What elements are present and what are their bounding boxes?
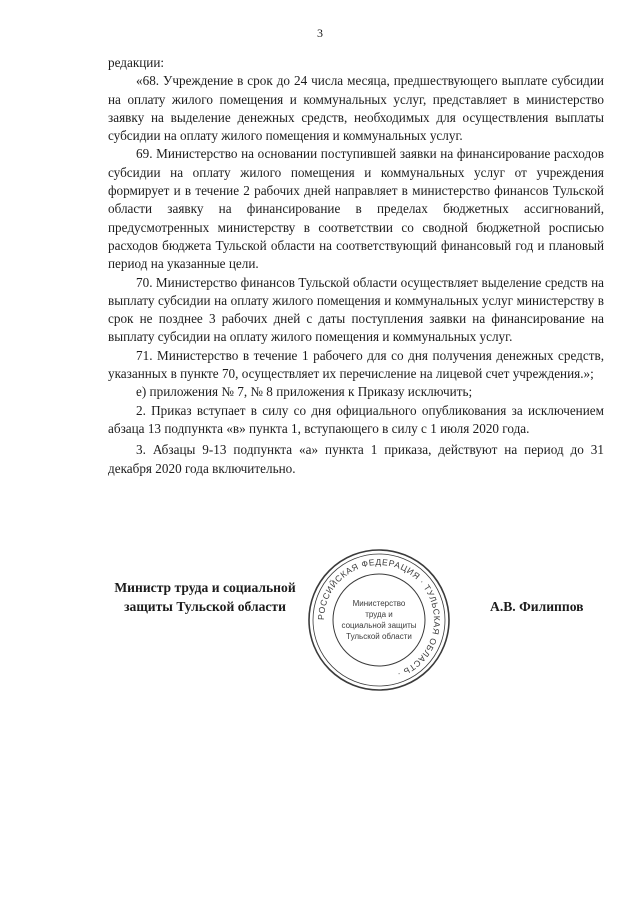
paragraph-69: 69. Министерство на основании поступившей заявки на финансирование расходов субсидии на оплату жилого помещения и коммунальных услуг от учреждения формирует и в течение 2 рабочих дней направляет в министерство финансов Тульской области заявку на финансирование в пределах бюджетных ассигнований, предусмотренных министерству в соответствии со сводной бюджетной росписью расходов бюджета Тульской области на соответствующий финансовый год и плановый период на указанные цели. (108, 146, 604, 272)
document-body (108, 54, 604, 478)
paragraph-71: 71. Министерство в течение 1 рабочего для со дня получения денежных средств, указанных в пункте 70, осуществляет их перечисление на лицевой счет учреждения.»; (108, 347, 604, 382)
seal-inner-ring (333, 574, 425, 666)
signatory-title-line-2: защиты Тульской области (124, 599, 286, 614)
page-number: 3 (317, 26, 323, 40)
signatory-title (100, 578, 310, 616)
paragraph-68: «68. Учреждение в срок до 24 числа месяца, предшествующего выплате субсидии на оплату жилого помещения и коммунальных услуг, представляет в министерство заявку на выделение денежных средств, необходимых для осуществления выплаты субсидии на оплату жилого помещения и коммунальных услуг. (108, 73, 604, 144)
seal-center-line-3: социальной защиты (341, 621, 417, 630)
paragraph-70: 70. Министерство финансов Тульской области осуществляет выделение средств на выплату субсидии на оплату жилого помещения и коммунальных услуг министерству в срок не позднее 3 рабочих дней с даты поступления заявки на финансирование на выплату субсидии на оплату жилого помещения и коммунальных услуг. (108, 274, 604, 345)
seal-center-line-4: Тульской области (346, 632, 412, 641)
paragraph-clause-2: 2. Приказ вступает в силу со дня официального опубликования за исключением абзаца 13 подпункта «в» пункта 1, вступающего в силу с 1 июля 2020 года. (108, 402, 604, 436)
paragraph-item-e: е) приложения № 7, № 8 приложения к Приказу исключить; (136, 384, 473, 400)
seal-ring-text: РОССИЙСКАЯ ФЕДЕРАЦИЯ · ТУЛЬСКАЯ ОБЛАСТЬ · (315, 556, 443, 680)
paragraph-clause-3: 3. Абзацы 9-13 подпункта «а» пункта 1 приказа, действуют на период до 31 декабря 2020 года включительно. (108, 442, 604, 476)
seal-center-line-2: труда и (365, 610, 393, 619)
paragraph-intro: редакции: (108, 55, 165, 70)
signatory-name: А.В. Филиппов (490, 599, 584, 614)
seal-center-line-1: Министерство (352, 599, 406, 608)
official-seal-stamp (305, 546, 453, 694)
signatory-title-line-1: Министр труда и социальной (114, 580, 296, 595)
seal-outer-ring (309, 550, 449, 690)
